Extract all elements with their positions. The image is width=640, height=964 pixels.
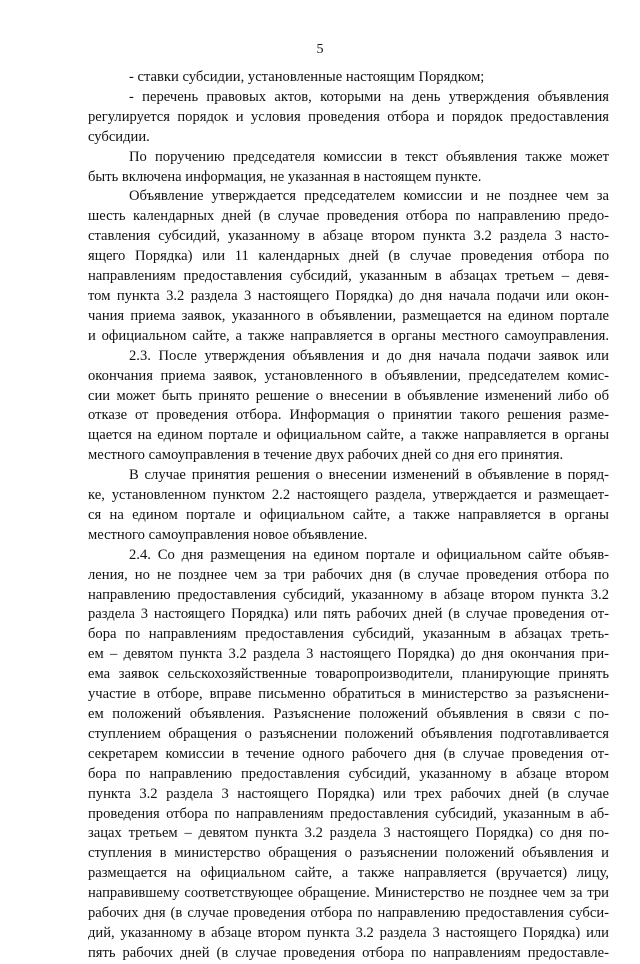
text-line: ема заявок сельскохозяйственные товаропроизводители, планирующие принять (88, 666, 609, 683)
text-line: бора по направлениям предоставления субсидий, указанным в абзацах треть- (88, 626, 609, 643)
page-number: 5 (316, 42, 324, 57)
text-line: субсидии. (88, 128, 150, 145)
text-line: дий, указанному в абзаце втором пункта 3.2 раздела 3 настоящего Порядка) или (88, 924, 609, 941)
text-line: проведения отбора по направлениям предоставления субсидий, указанным в аб- (88, 805, 609, 822)
text-line: щается на едином портале и официальном сайте, а также направляется в органы (88, 427, 609, 444)
text-line: ся на едином портале и официальном сайте, а также направляется в органы (88, 506, 609, 523)
text-line: Объявление утверждается председателем комиссии и не позднее чем за (129, 188, 609, 205)
text-line: 2.4. Со дня размещения на едином портале и официальном сайте объяв- (129, 546, 609, 563)
text-line: ящего Порядка) или 11 календарных дней (в случае проведения отбора по (88, 248, 609, 265)
text-line: пять рабочих дней (в случае проведения отбора по направлениям предоставле- (88, 944, 609, 961)
text-line: ке, установленном пунктом 2.2 настоящего раздела, утверждается и размещает- (88, 487, 609, 504)
text-line: секретарем комиссии в течение одного рабочего дня (в случае проведения от- (88, 745, 609, 762)
text-line: зацах третьем – девятом пункта 3.2 раздела 3 настоящего Порядка) со дня по- (88, 825, 609, 842)
text-line: бора по направлению предоставления субсидий, указанному в абзаце втором (88, 765, 609, 782)
text-line: размещается на официальном сайте, а также направляется (вручается) лицу, (88, 865, 609, 882)
text-line: окончания приема заявок, установленного в объявлении, председателем комис- (88, 367, 609, 384)
text-line: направлениям предоставления субсидий, указанным в абзацах третьем – девя- (88, 268, 609, 285)
text-line: местного самоуправления в течение двух рабочих дней со дня его принятия. (88, 447, 564, 464)
text-line: рабочих дня (в случае проведения отбора по направлению предоставления субси- (88, 905, 609, 922)
text-line: По поручению председателя комиссии в текст объявления также может (129, 148, 609, 165)
text-line: местного самоуправления новое объявление. (88, 526, 368, 543)
text-line: ступления в министерство обращения о разъяснении положений объявления и (88, 845, 609, 862)
text-line: чания приема заявок, указанного в объявлении, размещается на едином портале (88, 307, 609, 324)
text-line: ем положений объявления. Разъяснение положений объявления в связи с по- (88, 706, 609, 722)
text-line: ступлением обращения о разъяснении положений объявления подготавливается (88, 725, 609, 742)
text-line: ставления субсидий, указанному в абзаце втором пункта 3.2 раздела 3 насто- (88, 228, 609, 245)
text-line: направившему соответствующее обращение. Министерство не позднее чем за три (88, 885, 609, 902)
text-line: шесть календарных дней (в случае проведения отбора по направлению предо- (88, 208, 609, 225)
text-line: быть включена информация, не указанная в настоящем пункте. (88, 168, 482, 185)
text-line: направлению предоставления субсидий, указанному в абзаце втором пункта 3.2 (88, 586, 609, 603)
text-line: - перечень правовых актов, которыми на день утверждения объявления (129, 88, 609, 105)
text-line: ления, но не позднее чем за три рабочих дня (в случае проведения отбора по (88, 566, 609, 583)
text-line: сии может быть принято решение о внесении в объявление изменений либо об (88, 387, 609, 404)
document-body (88, 68, 609, 964)
text-line: раздела 3 настоящего Порядка) или пять рабочих дней (в случае проведения от- (88, 606, 609, 623)
text-line: пункта 3.2 раздела 3 настоящего Порядка) или трех рабочих дней (в случае (88, 785, 609, 802)
text-line: В случае принятия решения о внесении изменений в объявление в поряд- (129, 467, 609, 484)
text-line: и официальном сайте, а также направляется в органы местного самоуправления. (88, 327, 609, 344)
text-line: 2.3. После утверждения объявления и до дня начала подачи заявок или (129, 347, 609, 364)
text-line: регулируется порядок и условия проведения отбора и порядок предоставления (88, 108, 609, 125)
text-line: ем – девятом пункта 3.2 раздела 3 настоящего Порядка) до дня окончания при- (88, 646, 609, 663)
text-line: том пункта 3.2 раздела 3 настоящего Порядка) до дня начала подачи или окон- (88, 287, 609, 304)
text-line: - ставки субсидии, установленные настоящим Порядком; (129, 69, 485, 85)
text-line: участие в отборе, вправе письменно обратиться в министерство за разъяснени- (88, 686, 609, 703)
text-line: отказе от проведения отбора. Информация о принятии такого решения разме- (88, 407, 609, 424)
